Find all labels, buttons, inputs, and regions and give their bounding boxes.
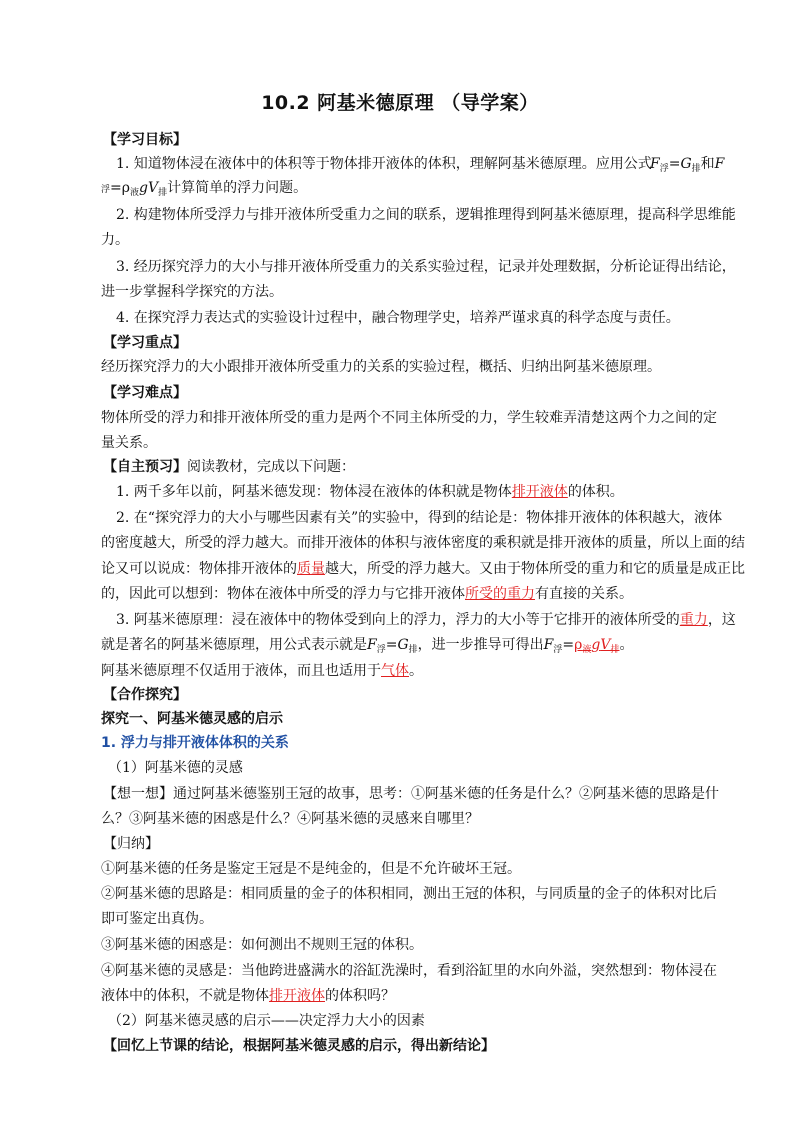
answer-blank: 排开液体 [511, 484, 568, 500]
preview-q3-line-2: 就是著名的阿基米德原理，用公式表示就是$F_浮=G_排$，进一步推导可得出$F_浮=\rho_液gV_排$。 [101, 637, 634, 655]
goal-2-line-1: 2. 构建物体所受浮力与排开液体所受重力之间的联系，逻辑推理得到阿基米德原理，提高科学思维能 [116, 207, 736, 223]
section-heading-cooperate: 【合作探究】 [103, 687, 187, 703]
subheading-inspiration-enlightenment: （2）阿基米德灵感的启示——决定浮力大小的因素 [108, 1013, 425, 1029]
answer-blank: 所受的重力 [465, 586, 535, 602]
goal-2-line-2: 力。 [101, 232, 129, 248]
page-title: 10.2 阿基米德原理 （导学案） [261, 92, 539, 114]
answer-blank: 排开液体 [269, 988, 325, 1004]
answer-blank: 质量 [297, 561, 325, 577]
section-heading-difficulty: 【学习难点】 [103, 385, 187, 401]
section-heading-focus: 【学习重点】 [103, 335, 187, 351]
preview-q2-line-4: 的，因此可以想到：物体在液体中所受的浮力与它排开液体所受的重力有直接的关系。 [101, 586, 633, 602]
subheading-buoyancy-volume: 1. 浮力与排开液体体积的关系 [101, 735, 289, 751]
answer-formula: $\rho_液gV_排$ [574, 637, 620, 655]
preview-q1: 1. 两千多年以前，阿基米德发现：物体浸在液体的体积就是物体排开液体的体积。 [116, 484, 624, 500]
difficulty-line-2: 量关系。 [101, 435, 157, 451]
goal-4: 4. 在探究浮力表达式的实验设计过程中，融合物理学史，培养严谨求真的科学态度与责任。 [116, 310, 680, 326]
goal-1-line-2 [0, 176, 800, 200]
think-line-1: 【想一想】通过阿基米德鉴别王冠的故事，思考：①阿基米德的任务是什么？②阿基米德的思路是什 [103, 786, 719, 802]
goal-3-line-2: 进一步掌握科学探究的方法。 [101, 284, 283, 300]
difficulty-line-1: 物体所受的浮力和排开液体所受的重力是两个不同主体所受的力，学生较难弄清楚这两个力之间的定 [101, 410, 717, 426]
think-line-2: 么？③阿基米德的困惑是什么？④阿基米德的灵感来自哪里？ [101, 811, 479, 827]
subheading-explore-1: 探究一、阿基米德灵感的启示 [101, 711, 283, 727]
answer-1: ①阿基米德的任务是鉴定王冠是不是纯金的，但是不允许破坏王冠。 [101, 861, 521, 877]
preview-q2-line-2: 的密度越大，所受的浮力越大。而排开液体的体积与液体密度的乘积就是排开液体的质量，所以上面的结 [101, 535, 745, 551]
preview-q2-line-3: 论又可以说成：物体排开液体的质量越大，所受的浮力越大。又由于物体所受的重力和它的质量是成正比 [101, 561, 745, 577]
focus-text: 经历探究浮力的大小跟排开液体所受重力的关系的实验过程，概括、归纳出阿基米德原理。 [101, 359, 661, 375]
subheading-inspiration: （1）阿基米德的灵感 [108, 760, 243, 776]
answer-3: ③阿基米德的困惑是：如何测出不规则王冠的体积。 [101, 937, 423, 953]
section-heading-goals: 【学习目标】 [103, 132, 187, 148]
summary-heading: 【归纳】 [103, 836, 159, 852]
answer-2-line-1: ②阿基米德的思路是：相同质量的金子的体积相同，测出王冠的体积，与同质量的金子的体积对比后 [101, 886, 717, 902]
answer-4-line-1: ④阿基米德的灵感是：当他跨进盛满水的浴缸洗澡时，看到浴缸里的水向外溢，突然想到：物体浸在 [101, 963, 717, 979]
preview-q2-line-1: 2. 在“探究浮力的大小与哪些因素有关”的实验中，得到的结论是：物体排开液体的体积越大，液体 [116, 510, 723, 526]
answer-4-line-2: 液体中的体积，不就是物体排开液体的体积吗？ [101, 988, 395, 1004]
section-heading-preview: 【自主预习】阅读教材，完成以下问题： [103, 459, 355, 475]
answer-2-line-2: 即可鉴定出真伪。 [101, 911, 213, 927]
goal-3-line-1: 3. 经历探究浮力的大小与排开液体所受重力的关系实验过程，记录并处理数据，分析论证得出结论， [116, 259, 736, 275]
goal-1-line-1: 1. 知道物体浸在液体中的体积等于物体排开液体的体积，理解阿基米德原理。应用公式 $F_浮=G_排$和F [0, 152, 800, 176]
answer-blank: 重力 [679, 612, 708, 628]
answer-blank: 气体 [381, 663, 409, 679]
preview-q4: 阿基米德原理不仅适用于液体，而且也适用于气体。 [101, 663, 423, 679]
formula-buoyancy-2: 浮$=\rho_液gV_排$计算简单的浮力问题。 [101, 180, 308, 198]
formula-buoyancy-1: $F_浮=G_排$和F [650, 156, 725, 174]
preview-q3-line-1: 3. 阿基米德原理：浸在液体中的物体受到向上的浮力，浮力的大小等于它排开的液体所受的重力，这 [116, 612, 736, 628]
review-prompt: 【回忆上节课的结论，根据阿基米德灵感的启示，得出新结论】 [103, 1038, 495, 1054]
